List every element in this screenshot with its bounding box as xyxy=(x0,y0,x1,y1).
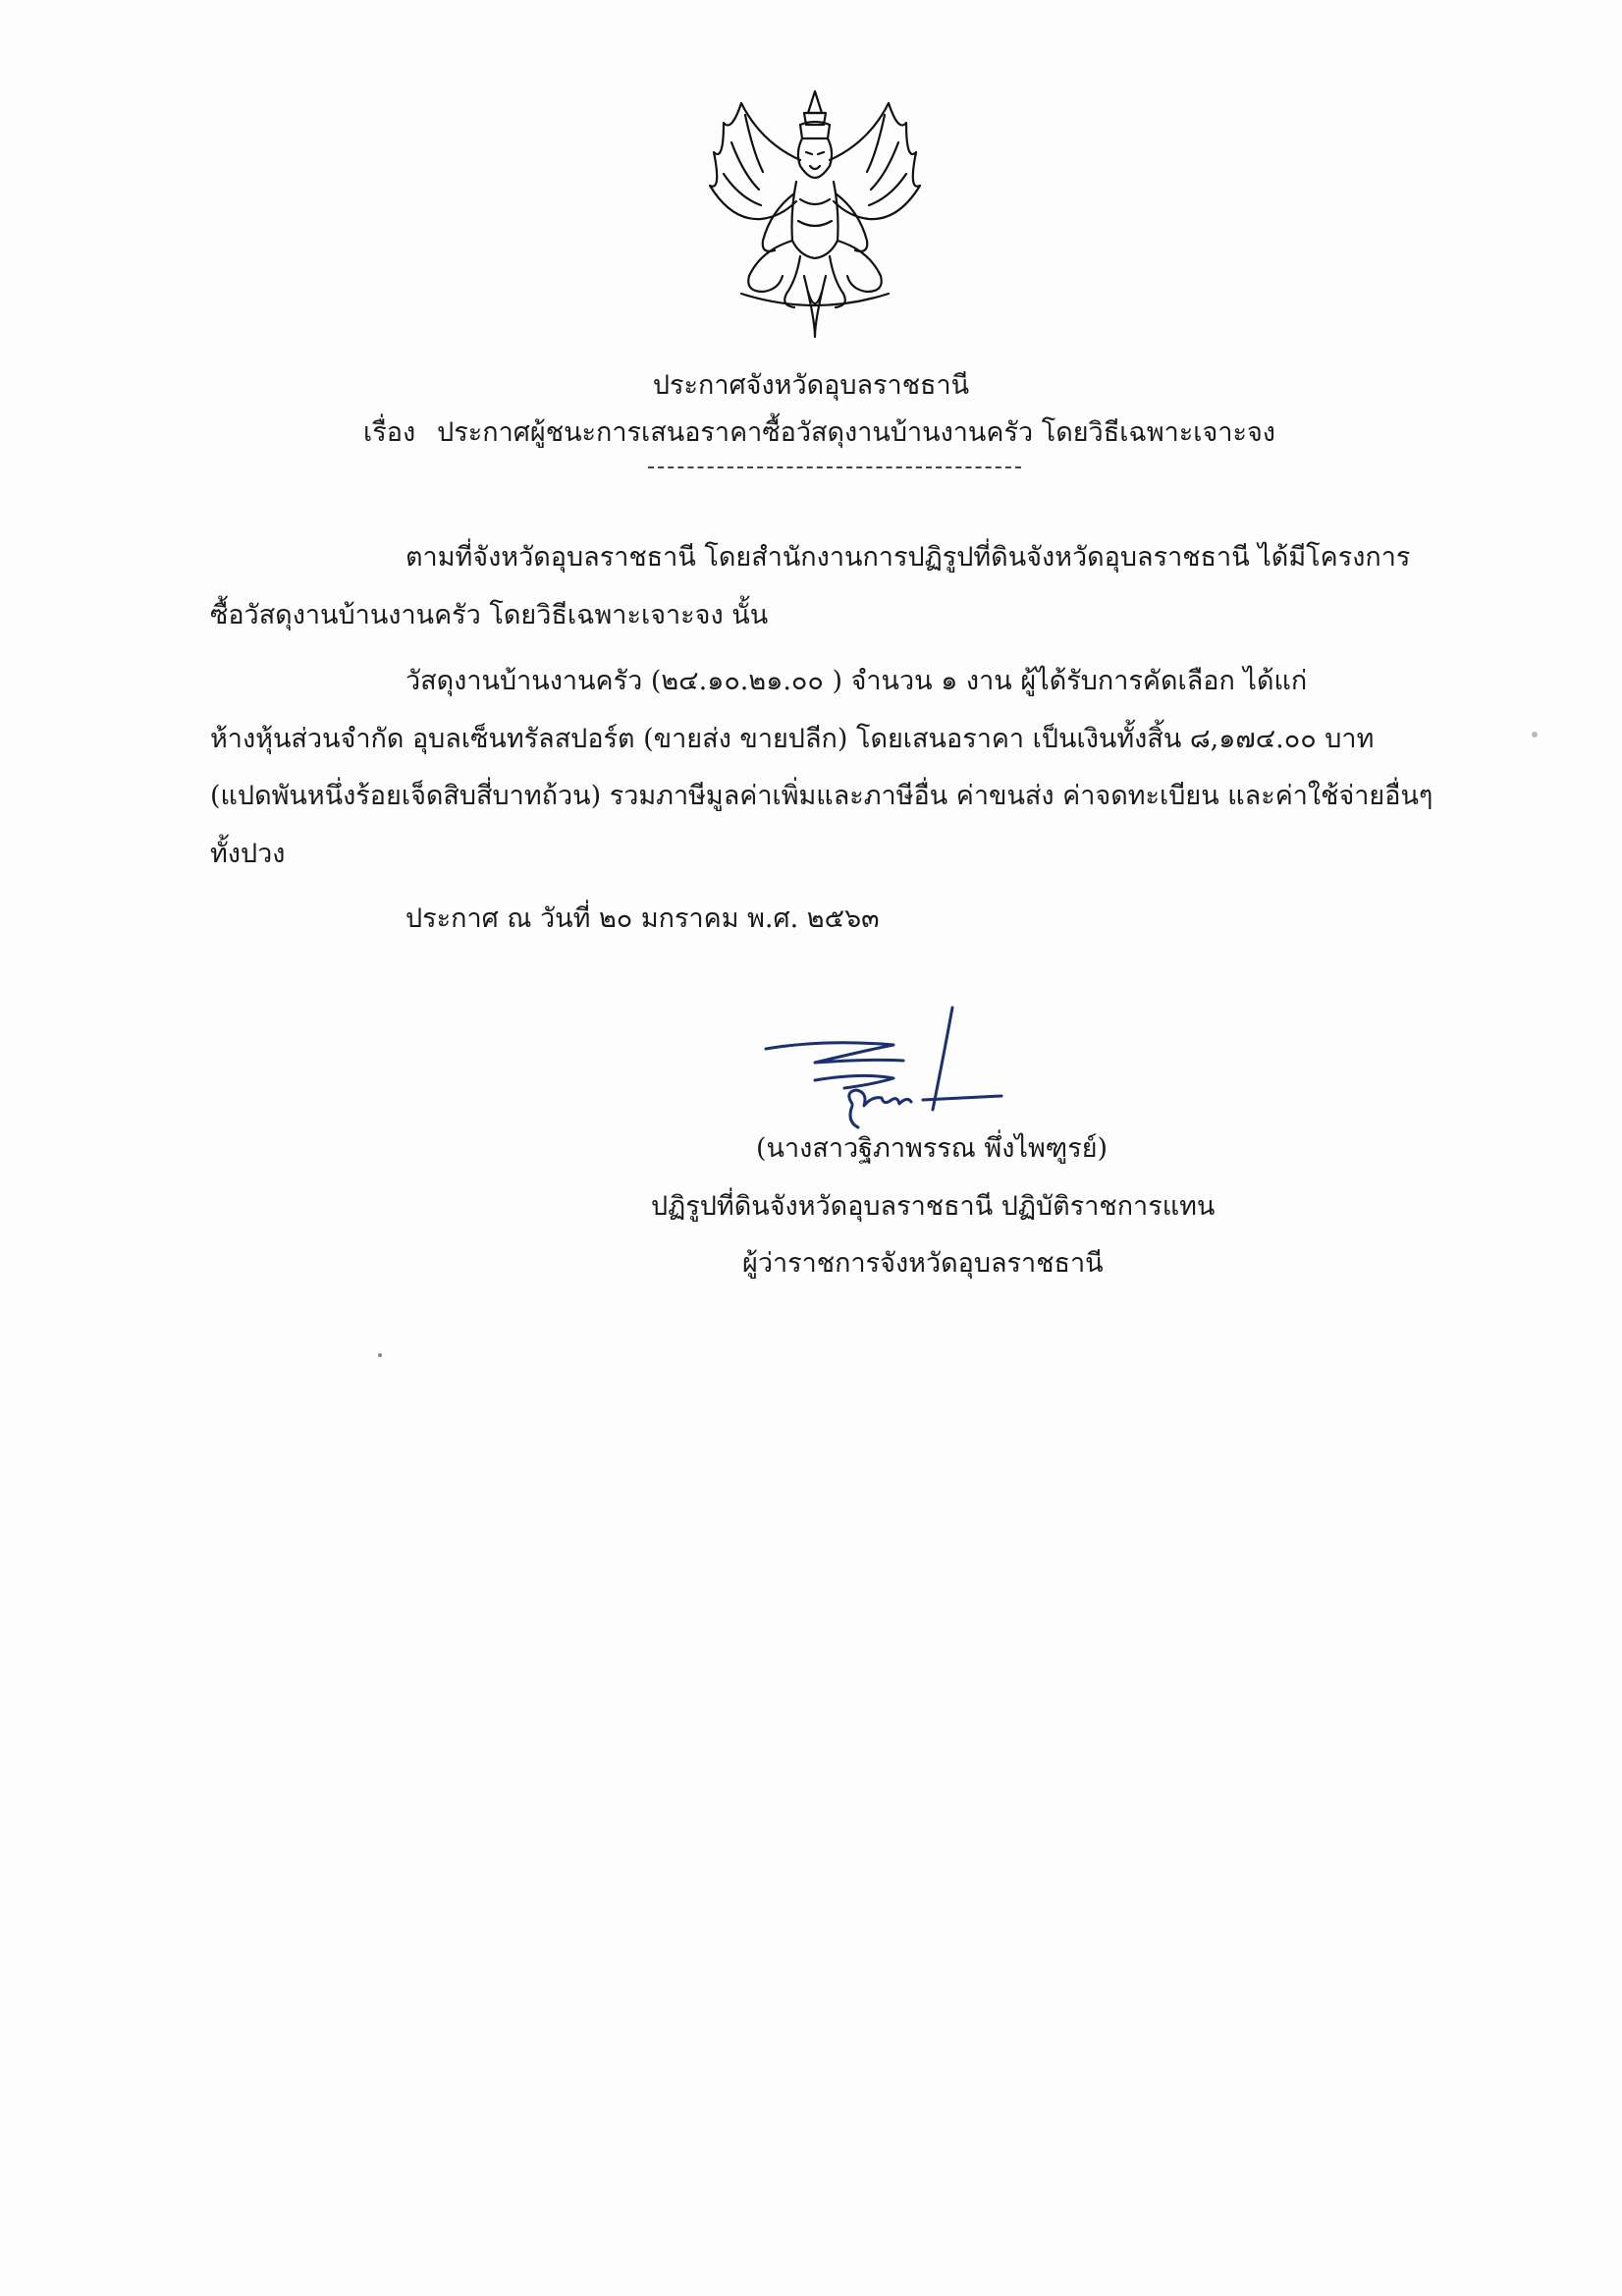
signatory-name: (นางสาวฐิภาพรรณ พึ่งไพฑูรย์) xyxy=(756,1133,1108,1164)
document-subject xyxy=(363,413,1275,453)
paragraph1-line1: ตามที่จังหวัดอุบลราชธานี โดยสำนักงานการปฏิรูปที่ดินจังหวัดอุบลราชธานี ได้มีโครงการ xyxy=(406,542,1411,573)
title-divider xyxy=(648,466,1021,468)
subject-text: ประกาศผู้ชนะการเสนอราคาซื้อวัสดุงานบ้านงานครัว โดยวิธีเฉพาะเจาะจง xyxy=(437,417,1275,448)
announcement-date: ประกาศ ณ วันที่ ๒๐ มกราคม พ.ศ. ๒๕๖๓ xyxy=(406,903,880,934)
scan-speck xyxy=(378,1353,382,1357)
handwritten-signature xyxy=(756,1002,1011,1149)
paragraph2-line2: ห้างหุ้นส่วนจำกัด อุบลเซ็นทรัลสปอร์ต (ขายส่ง ขายปลีก) โดยเสนอราคา เป็นเงินทั้งสิ้น ๘,๑๗๔.๐๐ บาท xyxy=(210,724,1375,754)
paragraph2-line1: วัสดุงานบ้านงานครัว (๒๔.๑๐.๒๑.๐๐ ) จำนวน ๑ งาน ผู้ได้รับการคัดเลือก ได้แก่ xyxy=(406,666,1308,696)
paragraph2-line4: ทั้งปวง xyxy=(210,839,286,869)
subject-label: เรื่อง xyxy=(363,417,416,448)
signatory-position-line2: ผู้ว่าราชการจังหวัดอุบลราชธานี xyxy=(742,1248,1104,1279)
scan-speck xyxy=(1532,732,1538,738)
paragraph2-line3: (แปดพันหนึ่งร้อยเจ็ดสิบสี่บาทถ้วน) รวมภาษีมูลค่าเพิ่มและภาษีอื่น ค่าขนส่ง ค่าจดทะเบียน และค่าใช้จ่ายอื่นๆ xyxy=(210,781,1433,811)
signatory-position-line1: ปฏิรูปที่ดินจังหวัดอุบลราชธานี ปฏิบัติราชการแทน xyxy=(651,1191,1216,1222)
paragraph1-line2: ซื้อวัสดุงานบ้านงานครัว โดยวิธีเฉพาะเจาะจง นั้น xyxy=(210,600,769,630)
garuda-emblem-icon xyxy=(702,83,928,344)
document-title: ประกาศจังหวัดอุบลราชธานี xyxy=(652,370,970,401)
